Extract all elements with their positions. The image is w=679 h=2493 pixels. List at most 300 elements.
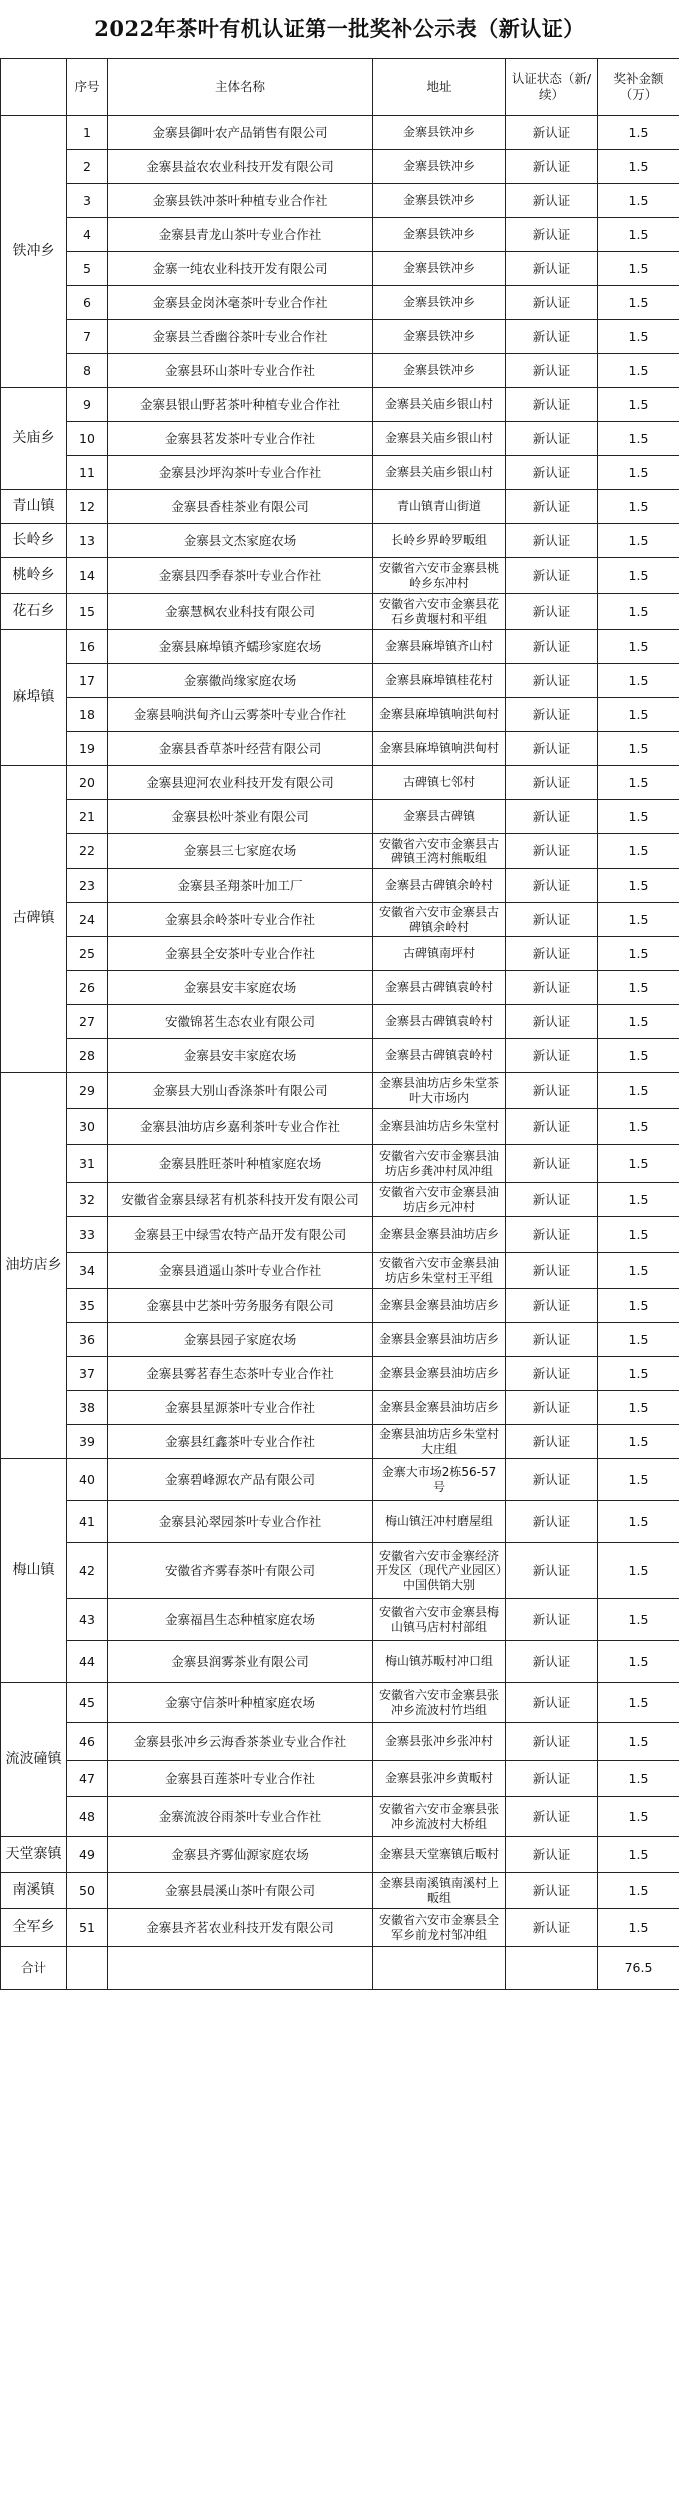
table-row xyxy=(1,1391,679,1425)
entity-name: 金寨县园子家庭农场 xyxy=(108,1323,373,1357)
town-cell: 铁冲乡 xyxy=(1,116,67,388)
row-index: 50 xyxy=(67,1873,108,1909)
entity-name: 金寨县红鑫茶叶专业合作社 xyxy=(108,1425,373,1459)
entity-address: 金寨县铁冲乡 xyxy=(373,150,506,184)
entity-address: 安徽省六安市金寨县油坊店乡元冲村 xyxy=(373,1183,506,1217)
town-cell: 流波䃥镇 xyxy=(1,1683,67,1837)
entity-address: 金寨县关庙乡银山村 xyxy=(373,422,506,456)
row-index: 33 xyxy=(67,1217,108,1253)
cert-status: 新认证 xyxy=(506,1873,598,1909)
row-index: 29 xyxy=(67,1073,108,1109)
cert-status: 新认证 xyxy=(506,903,598,937)
subsidy-amount: 1.5 xyxy=(598,1145,679,1183)
subsidy-amount: 1.5 xyxy=(598,1761,679,1797)
town-cell: 花石乡 xyxy=(1,594,67,630)
subsidy-amount: 1.5 xyxy=(598,456,679,490)
subsidy-amount: 1.5 xyxy=(598,630,679,664)
town-cell: 南溪镇 xyxy=(1,1873,67,1909)
row-index: 5 xyxy=(67,252,108,286)
entity-address: 安徽省六安市金寨县全军乡前龙村邹冲组 xyxy=(373,1909,506,1947)
row-index: 12 xyxy=(67,490,108,524)
subsidy-amount: 1.5 xyxy=(598,594,679,630)
row-index: 7 xyxy=(67,320,108,354)
entity-address: 金寨县麻埠镇桂花村 xyxy=(373,664,506,698)
cert-status: 新认证 xyxy=(506,1837,598,1873)
header-address: 地址 xyxy=(373,59,506,116)
row-index: 4 xyxy=(67,218,108,252)
subsidy-amount: 1.5 xyxy=(598,1005,679,1039)
subsidy-amount: 1.5 xyxy=(598,1217,679,1253)
row-index: 38 xyxy=(67,1391,108,1425)
table-row xyxy=(1,218,679,252)
row-index: 49 xyxy=(67,1837,108,1873)
row-index: 1 xyxy=(67,116,108,150)
cert-status: 新认证 xyxy=(506,1543,598,1599)
row-index: 28 xyxy=(67,1039,108,1073)
town-cell: 油坊店乡 xyxy=(1,1073,67,1459)
table-row xyxy=(1,1357,679,1391)
subsidy-table xyxy=(0,58,679,1990)
subsidy-amount: 1.5 xyxy=(598,869,679,903)
entity-address: 金寨县天堂寨镇后畈村 xyxy=(373,1837,506,1873)
entity-name: 金寨县润雾茶业有限公司 xyxy=(108,1641,373,1683)
table-row xyxy=(1,1145,679,1183)
table-row xyxy=(1,1641,679,1683)
cert-status: 新认证 xyxy=(506,1073,598,1109)
entity-address: 金寨县关庙乡银山村 xyxy=(373,388,506,422)
table-row xyxy=(1,664,679,698)
entity-name: 金寨县银山野茗茶叶种植专业合作社 xyxy=(108,388,373,422)
total-label: 合计 xyxy=(1,1947,67,1990)
subsidy-amount: 1.5 xyxy=(598,1797,679,1837)
entity-address: 金寨县铁冲乡 xyxy=(373,252,506,286)
row-index: 43 xyxy=(67,1599,108,1641)
entity-name: 金寨县沁翠园茶叶专业合作社 xyxy=(108,1501,373,1543)
table-body xyxy=(1,116,679,1947)
cert-status: 新认证 xyxy=(506,218,598,252)
row-index: 26 xyxy=(67,971,108,1005)
subsidy-amount: 1.5 xyxy=(598,1323,679,1357)
cert-status: 新认证 xyxy=(506,558,598,594)
entity-address: 安徽省六安市金寨县桃岭乡东冲村 xyxy=(373,558,506,594)
cert-status: 新认证 xyxy=(506,594,598,630)
subsidy-amount: 1.5 xyxy=(598,1357,679,1391)
subsidy-amount: 1.5 xyxy=(598,766,679,800)
entity-address: 金寨县古碑镇袁岭村 xyxy=(373,971,506,1005)
entity-name: 金寨县兰香幽谷茶叶专业合作社 xyxy=(108,320,373,354)
subsidy-amount: 1.5 xyxy=(598,971,679,1005)
subsidy-amount: 1.5 xyxy=(598,150,679,184)
row-index: 23 xyxy=(67,869,108,903)
total-amount: 76.5 xyxy=(598,1947,679,1990)
entity-address: 梅山镇汪冲村磨屋组 xyxy=(373,1501,506,1543)
town-cell: 桃岭乡 xyxy=(1,558,67,594)
cert-status: 新认证 xyxy=(506,630,598,664)
subsidy-amount: 1.5 xyxy=(598,1723,679,1761)
entity-address: 金寨县古碑镇余岭村 xyxy=(373,869,506,903)
table-row xyxy=(1,1543,679,1599)
cert-status: 新认证 xyxy=(506,1217,598,1253)
row-index: 15 xyxy=(67,594,108,630)
entity-address: 金寨县张冲乡黄畈村 xyxy=(373,1761,506,1797)
cert-status: 新认证 xyxy=(506,150,598,184)
row-index: 46 xyxy=(67,1723,108,1761)
row-index: 18 xyxy=(67,698,108,732)
cert-status: 新认证 xyxy=(506,971,598,1005)
table-row xyxy=(1,456,679,490)
entity-name: 金寨县益农农业科技开发有限公司 xyxy=(108,150,373,184)
subsidy-amount: 1.5 xyxy=(598,1039,679,1073)
cert-status: 新认证 xyxy=(506,1323,598,1357)
table-row xyxy=(1,286,679,320)
table-row xyxy=(1,1909,679,1947)
cert-status: 新认证 xyxy=(506,1501,598,1543)
entity-address: 金寨县麻埠镇响洪甸村 xyxy=(373,732,506,766)
table-row xyxy=(1,388,679,422)
entity-address: 古碑镇七邻村 xyxy=(373,766,506,800)
cert-status: 新认证 xyxy=(506,1357,598,1391)
cert-status: 新认证 xyxy=(506,354,598,388)
table-row xyxy=(1,1109,679,1145)
cert-status: 新认证 xyxy=(506,184,598,218)
row-index: 32 xyxy=(67,1183,108,1217)
entity-name: 金寨县百莲茶叶专业合作社 xyxy=(108,1761,373,1797)
cert-status: 新认证 xyxy=(506,1683,598,1723)
table-row xyxy=(1,354,679,388)
entity-address: 金寨县金寨县油坊店乡 xyxy=(373,1391,506,1425)
table-row xyxy=(1,1425,679,1459)
entity-name: 金寨县铁冲茶叶种植专业合作社 xyxy=(108,184,373,218)
entity-name: 金寨守信茶叶种植家庭农场 xyxy=(108,1683,373,1723)
entity-name: 金寨县沙坪沟茶叶专业合作社 xyxy=(108,456,373,490)
entity-name: 金寨县三七家庭农场 xyxy=(108,834,373,869)
entity-name: 金寨徽尚缘家庭农场 xyxy=(108,664,373,698)
table-row xyxy=(1,766,679,800)
table-row xyxy=(1,594,679,630)
cert-status: 新认证 xyxy=(506,286,598,320)
entity-name: 金寨县大别山香涤茶叶有限公司 xyxy=(108,1073,373,1109)
cert-status: 新认证 xyxy=(506,1723,598,1761)
entity-name: 金寨县晨溪山茶叶有限公司 xyxy=(108,1873,373,1909)
cert-status: 新认证 xyxy=(506,1909,598,1947)
entity-address: 金寨县铁冲乡 xyxy=(373,286,506,320)
table-row xyxy=(1,558,679,594)
table-row xyxy=(1,1683,679,1723)
entity-address: 金寨县铁冲乡 xyxy=(373,320,506,354)
cert-status: 新认证 xyxy=(506,800,598,834)
header-amount: 奖补金额（万） xyxy=(598,59,679,116)
entity-name: 金寨县逍遥山茶叶专业合作社 xyxy=(108,1253,373,1289)
entity-address: 金寨县张冲乡张冲村 xyxy=(373,1723,506,1761)
table-row xyxy=(1,869,679,903)
entity-address: 金寨县金寨县油坊店乡 xyxy=(373,1217,506,1253)
entity-address: 安徽省六安市金寨县油坊店乡朱堂村王平组 xyxy=(373,1253,506,1289)
row-index: 41 xyxy=(67,1501,108,1543)
cert-status: 新认证 xyxy=(506,1253,598,1289)
subsidy-amount: 1.5 xyxy=(598,1501,679,1543)
row-index: 24 xyxy=(67,903,108,937)
row-index: 39 xyxy=(67,1425,108,1459)
cert-status: 新认证 xyxy=(506,698,598,732)
subsidy-amount: 1.5 xyxy=(598,834,679,869)
entity-name: 金寨县油坊店乡嘉利茶叶专业合作社 xyxy=(108,1109,373,1145)
entity-name: 金寨县余岭茶叶专业合作社 xyxy=(108,903,373,937)
cert-status: 新认证 xyxy=(506,1761,598,1797)
entity-address: 金寨县古碑镇袁岭村 xyxy=(373,1005,506,1039)
cert-status: 新认证 xyxy=(506,1797,598,1837)
row-index: 37 xyxy=(67,1357,108,1391)
subsidy-amount: 1.5 xyxy=(598,1391,679,1425)
cert-status: 新认证 xyxy=(506,1145,598,1183)
cert-status: 新认证 xyxy=(506,732,598,766)
table-row xyxy=(1,1459,679,1501)
entity-address: 安徽省六安市金寨县油坊店乡龚冲村凤冲组 xyxy=(373,1145,506,1183)
entity-name: 金寨县王中绿雪农特产品开发有限公司 xyxy=(108,1217,373,1253)
subsidy-amount: 1.5 xyxy=(598,1543,679,1599)
entity-name: 金寨县齐雾仙源家庭农场 xyxy=(108,1837,373,1873)
entity-name: 金寨县金岗沐毫茶叶专业合作社 xyxy=(108,286,373,320)
entity-name: 安徽省齐雾春茶叶有限公司 xyxy=(108,1543,373,1599)
entity-name: 安徽省金寨县绿茗有机茶科技开发有限公司 xyxy=(108,1183,373,1217)
subsidy-amount: 1.5 xyxy=(598,422,679,456)
subsidy-amount: 1.5 xyxy=(598,1599,679,1641)
table-row xyxy=(1,1873,679,1909)
entity-address: 金寨县油坊店乡朱堂村大庄组 xyxy=(373,1425,506,1459)
row-index: 17 xyxy=(67,664,108,698)
entity-address: 金寨县关庙乡银山村 xyxy=(373,456,506,490)
row-index: 10 xyxy=(67,422,108,456)
cert-status: 新认证 xyxy=(506,1005,598,1039)
entity-address: 金寨县古碑镇袁岭村 xyxy=(373,1039,506,1073)
entity-address: 梅山镇苏畈村冲口组 xyxy=(373,1641,506,1683)
entity-address: 安徽省六安市金寨县张冲乡流波村大桥组 xyxy=(373,1797,506,1837)
town-cell: 麻埠镇 xyxy=(1,630,67,766)
entity-address: 古碑镇南坪村 xyxy=(373,937,506,971)
entity-address: 金寨县铁冲乡 xyxy=(373,218,506,252)
row-index: 21 xyxy=(67,800,108,834)
row-index: 25 xyxy=(67,937,108,971)
cert-status: 新认证 xyxy=(506,664,598,698)
table-row xyxy=(1,1797,679,1837)
cert-status: 新认证 xyxy=(506,869,598,903)
entity-name: 金寨县中艺茶叶劳务服务有限公司 xyxy=(108,1289,373,1323)
subsidy-amount: 1.5 xyxy=(598,1837,679,1873)
entity-name: 金寨碧峰源农产品有限公司 xyxy=(108,1459,373,1501)
cert-status: 新认证 xyxy=(506,388,598,422)
cert-status: 新认证 xyxy=(506,116,598,150)
row-index: 35 xyxy=(67,1289,108,1323)
subsidy-amount: 1.5 xyxy=(598,937,679,971)
header-entity: 主体名称 xyxy=(108,59,373,116)
entity-address: 安徽省六安市金寨县张冲乡流波村竹垱组 xyxy=(373,1683,506,1723)
table-row xyxy=(1,698,679,732)
entity-address: 金寨县金寨县油坊店乡 xyxy=(373,1289,506,1323)
entity-name: 金寨县香桂茶业有限公司 xyxy=(108,490,373,524)
cert-status: 新认证 xyxy=(506,1109,598,1145)
row-index: 2 xyxy=(67,150,108,184)
cert-status: 新认证 xyxy=(506,937,598,971)
entity-name: 金寨县环山茶叶专业合作社 xyxy=(108,354,373,388)
row-index: 13 xyxy=(67,524,108,558)
town-cell: 长岭乡 xyxy=(1,524,67,558)
subsidy-amount: 1.5 xyxy=(598,116,679,150)
subsidy-amount: 1.5 xyxy=(598,1289,679,1323)
entity-address: 安徽省六安市金寨县古碑镇王湾村熊畈组 xyxy=(373,834,506,869)
subsidy-amount: 1.5 xyxy=(598,184,679,218)
entity-name: 金寨县香草茶叶经营有限公司 xyxy=(108,732,373,766)
table-row xyxy=(1,1723,679,1761)
table-row xyxy=(1,834,679,869)
row-index: 8 xyxy=(67,354,108,388)
table-row xyxy=(1,732,679,766)
table-row xyxy=(1,1253,679,1289)
entity-name: 金寨县张冲乡云海香茶茶业专业合作社 xyxy=(108,1723,373,1761)
cert-status: 新认证 xyxy=(506,456,598,490)
subsidy-amount: 1.5 xyxy=(598,903,679,937)
row-index: 27 xyxy=(67,1005,108,1039)
entity-name: 金寨县安丰家庭农场 xyxy=(108,971,373,1005)
table-row xyxy=(1,1501,679,1543)
subsidy-amount: 1.5 xyxy=(598,664,679,698)
subsidy-amount: 1.5 xyxy=(598,388,679,422)
cert-status: 新认证 xyxy=(506,1183,598,1217)
row-index: 19 xyxy=(67,732,108,766)
entity-name: 金寨县迎河农业科技开发有限公司 xyxy=(108,766,373,800)
entity-name: 金寨县御叶农产品销售有限公司 xyxy=(108,116,373,150)
row-index: 51 xyxy=(67,1909,108,1947)
subsidy-amount: 1.5 xyxy=(598,1073,679,1109)
table-row xyxy=(1,971,679,1005)
cert-status: 新认证 xyxy=(506,524,598,558)
table-row xyxy=(1,1183,679,1217)
subsidy-amount: 1.5 xyxy=(598,1683,679,1723)
entity-name: 金寨县雾茗春生态茶叶专业合作社 xyxy=(108,1357,373,1391)
row-index: 16 xyxy=(67,630,108,664)
cert-status: 新认证 xyxy=(506,766,598,800)
cert-status: 新认证 xyxy=(506,422,598,456)
subsidy-amount: 1.5 xyxy=(598,490,679,524)
entity-name: 金寨县胜旺茶叶种植家庭农场 xyxy=(108,1145,373,1183)
entity-name: 金寨县麻埠镇齐蠕珍家庭农场 xyxy=(108,630,373,664)
row-index: 20 xyxy=(67,766,108,800)
table-row xyxy=(1,1599,679,1641)
row-index: 30 xyxy=(67,1109,108,1145)
entity-name: 金寨县茗发茶叶专业合作社 xyxy=(108,422,373,456)
town-cell: 全军乡 xyxy=(1,1909,67,1947)
page-title: 2022年茶叶有机认证第一批奖补公示表（新认证） xyxy=(94,16,585,41)
entity-address: 金寨县古碑镇 xyxy=(373,800,506,834)
entity-address: 金寨县南溪镇南溪村上畈组 xyxy=(373,1873,506,1909)
entity-address: 青山镇青山街道 xyxy=(373,490,506,524)
entity-name: 金寨流波谷雨茶叶专业合作社 xyxy=(108,1797,373,1837)
entity-address: 安徽省六安市金寨县古碑镇余岭村 xyxy=(373,903,506,937)
cert-status: 新认证 xyxy=(506,1391,598,1425)
entity-name: 金寨县星源茶叶专业合作社 xyxy=(108,1391,373,1425)
row-index: 40 xyxy=(67,1459,108,1501)
entity-address: 安徽省六安市金寨县花石乡黄堰村和平组 xyxy=(373,594,506,630)
town-cell: 关庙乡 xyxy=(1,388,67,490)
subsidy-amount: 1.5 xyxy=(598,732,679,766)
entity-address: 金寨县油坊店乡朱堂村 xyxy=(373,1109,506,1145)
row-index: 34 xyxy=(67,1253,108,1289)
table-row xyxy=(1,150,679,184)
entity-address: 安徽省六安市金寨经济开发区（现代产业园区）中国供销大别 xyxy=(373,1543,506,1599)
entity-name: 金寨县全安茶叶专业合作社 xyxy=(108,937,373,971)
cert-status: 新认证 xyxy=(506,1289,598,1323)
cert-status: 新认证 xyxy=(506,1459,598,1501)
entity-name: 金寨县四季春茶叶专业合作社 xyxy=(108,558,373,594)
entity-name: 金寨县文杰家庭农场 xyxy=(108,524,373,558)
cert-status: 新认证 xyxy=(506,1039,598,1073)
subsidy-amount: 1.5 xyxy=(598,1459,679,1501)
table-row xyxy=(1,422,679,456)
entity-name: 金寨县安丰家庭农场 xyxy=(108,1039,373,1073)
table-row xyxy=(1,903,679,937)
entity-name: 金寨县齐茗农业科技开发有限公司 xyxy=(108,1909,373,1947)
row-index: 42 xyxy=(67,1543,108,1599)
subsidy-amount: 1.5 xyxy=(598,1183,679,1217)
subsidy-amount: 1.5 xyxy=(598,524,679,558)
table-row xyxy=(1,1005,679,1039)
table-row xyxy=(1,1761,679,1797)
cert-status: 新认证 xyxy=(506,490,598,524)
header-row xyxy=(1,59,679,116)
subsidy-amount: 1.5 xyxy=(598,252,679,286)
town-cell: 天堂寨镇 xyxy=(1,1837,67,1873)
cert-status: 新认证 xyxy=(506,1599,598,1641)
table-row xyxy=(1,252,679,286)
header-town xyxy=(1,59,67,116)
table-row xyxy=(1,630,679,664)
subsidy-amount: 1.5 xyxy=(598,1909,679,1947)
row-index: 3 xyxy=(67,184,108,218)
total-row xyxy=(1,1947,679,1990)
entity-name: 金寨县青龙山茶叶专业合作社 xyxy=(108,218,373,252)
entity-address: 金寨县铁冲乡 xyxy=(373,354,506,388)
table-row xyxy=(1,1837,679,1873)
entity-name: 金寨慧枫农业科技有限公司 xyxy=(108,594,373,630)
subsidy-amount: 1.5 xyxy=(598,218,679,252)
row-index: 31 xyxy=(67,1145,108,1183)
table-row xyxy=(1,320,679,354)
subsidy-amount: 1.5 xyxy=(598,800,679,834)
row-index: 45 xyxy=(67,1683,108,1723)
entity-address: 金寨县金寨县油坊店乡 xyxy=(373,1357,506,1391)
subsidy-amount: 1.5 xyxy=(598,698,679,732)
table-row xyxy=(1,1073,679,1109)
subsidy-amount: 1.5 xyxy=(598,1641,679,1683)
cert-status: 新认证 xyxy=(506,1425,598,1459)
subsidy-amount: 1.5 xyxy=(598,354,679,388)
entity-name: 金寨福昌生态种植家庭农场 xyxy=(108,1599,373,1641)
town-cell: 青山镇 xyxy=(1,490,67,524)
entity-address: 金寨县油坊店乡朱堂茶叶大市场内 xyxy=(373,1073,506,1109)
town-cell: 梅山镇 xyxy=(1,1459,67,1683)
table-row xyxy=(1,116,679,150)
subsidy-amount: 1.5 xyxy=(598,1109,679,1145)
entity-address: 长岭乡界岭罗畈组 xyxy=(373,524,506,558)
subsidy-amount: 1.5 xyxy=(598,1253,679,1289)
table-row xyxy=(1,937,679,971)
entity-name: 金寨县圣翔茶叶加工厂 xyxy=(108,869,373,903)
header-status: 认证状态（新/续） xyxy=(506,59,598,116)
entity-address: 安徽省六安市金寨县梅山镇马店村村部组 xyxy=(373,1599,506,1641)
row-index: 48 xyxy=(67,1797,108,1837)
row-index: 11 xyxy=(67,456,108,490)
subsidy-amount: 1.5 xyxy=(598,558,679,594)
row-index: 22 xyxy=(67,834,108,869)
entity-address: 金寨县铁冲乡 xyxy=(373,184,506,218)
